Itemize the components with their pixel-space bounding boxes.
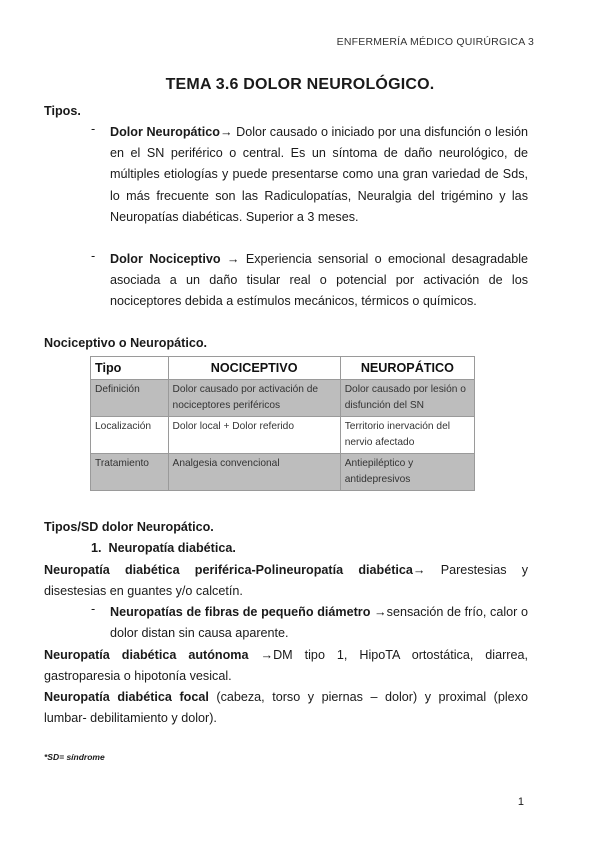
page-number: 1	[517, 796, 524, 808]
term-fibras: Neuropatías de fibras de pequeño diámetro	[110, 605, 371, 619]
table-row	[91, 417, 475, 454]
arrow-icon: →	[219, 125, 233, 139]
table-cell: Definición	[91, 380, 169, 417]
paragraph-autonoma	[44, 645, 528, 687]
table-header-row	[91, 357, 475, 380]
table-cell: Dolor local + Dolor referido	[168, 417, 340, 454]
bullet-text: sensación de frío, calor o dolor distan sin causa aparente.	[110, 605, 528, 641]
paragraph-text: DM tipo 1, HipoTA ortostática, diarrea, gastroparesia o hipotonía vesical.	[44, 648, 529, 684]
term-periferica: Neuropatía diabética periférica-Polineuropatía diabética	[44, 563, 413, 577]
running-header: ENFERMERÍA MÉDICO QUIRÚRGICA 3	[336, 36, 534, 48]
bullet-nociceptivo	[110, 249, 528, 313]
table-row	[91, 454, 475, 491]
bullet-fibras	[110, 602, 528, 644]
table-cell: Territorio inervación del nervio afectado	[340, 417, 474, 454]
term-dolor-nociceptivo: Dolor Nociceptivo	[110, 252, 221, 266]
paragraph-periferica	[44, 560, 528, 602]
bullet-text: Dolor causado o iniciado por una disfunción o lesión en el SN periférico o central. Es un síntoma de daño neurológico, de múltiples etiologías y puede presentarse como una gran variedad de Sds, lo más frecuente son las Radiculopatías, Neuralgia del trigémino y las Neuropatías diabéticas. Superior a 3 meses.	[110, 125, 528, 224]
section-heading-comparison: Nociceptivo o Neuropático.	[44, 336, 208, 350]
bullet-dash: -	[91, 122, 96, 136]
bullet-text: Experiencia sensorial o emocional desagradable asociada a un daño tisular real o potencial por activación de los nociceptores debida a estímulos mecánicos, térmicos o químicos.	[110, 252, 529, 309]
arrow-icon: →	[412, 563, 426, 577]
table-cell: Antiepiléptico y antidepresivos	[340, 454, 474, 491]
bullet-neuropatico	[110, 122, 528, 228]
bullet-dash: -	[91, 602, 96, 616]
term-dolor-neuropatico: Dolor Neuropático	[110, 125, 220, 139]
table-cell: Dolor causado por activación de nociceptores periféricos	[168, 380, 340, 417]
table-cell: Tratamiento	[91, 454, 169, 491]
paragraph-text: Parestesias y disestesias en guantes y/o calcetín.	[44, 563, 529, 599]
footnote: *SD= síndrome	[44, 752, 105, 762]
term-focal: Neuropatía diabética focal	[44, 690, 209, 704]
bullet-dash: -	[91, 249, 96, 263]
section-heading-sd: Tipos/SD dolor Neuropático.	[44, 520, 214, 534]
numbered-item	[91, 538, 236, 559]
section-heading-tipos: Tipos.	[44, 104, 81, 118]
page-title: TEMA 3.6 DOLOR NEUROLÓGICO.	[165, 76, 435, 93]
table-cell: Localización	[91, 417, 169, 454]
arrow-icon: →	[220, 252, 246, 266]
table-cell: Analgesia convencional	[168, 454, 340, 491]
term-autonoma: Neuropatía diabética autónoma	[44, 648, 249, 662]
comparison-table	[90, 356, 475, 491]
item-label: Neuropatía diabética.	[108, 541, 236, 555]
paragraph-text: (cabeza, torso y piernas – dolor) y proximal (plexo lumbar- debilitamiento y dolor).	[44, 690, 528, 726]
table-header: NOCICEPTIVO	[168, 357, 340, 380]
arrow-icon: →	[370, 605, 387, 619]
table-cell: Dolor causado por lesión o disfunción del SN	[340, 380, 474, 417]
arrow-icon: →	[248, 648, 274, 662]
table-header: NEUROPÁTICO	[340, 357, 474, 380]
table-header: Tipo	[91, 357, 169, 380]
paragraph-focal	[44, 687, 528, 729]
table-row	[91, 380, 475, 417]
item-number: 1.	[91, 541, 102, 555]
